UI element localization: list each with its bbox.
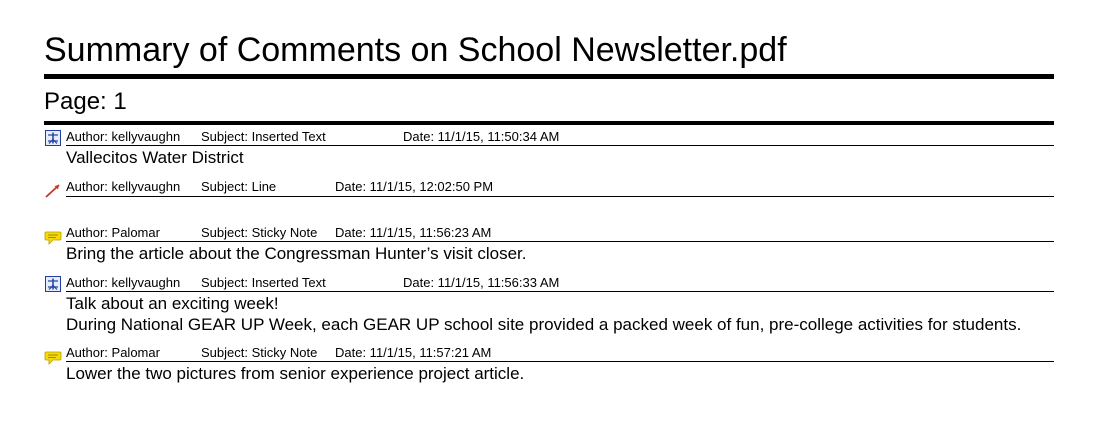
sticky-note-icon[interactable] <box>44 349 62 367</box>
comment-date: Date: 11/1/15, 11:57:21 AM <box>335 345 492 360</box>
comment-divider <box>66 196 1054 197</box>
comment-subject: Subject: Sticky Note <box>201 345 318 360</box>
sticky-note-icon[interactable] <box>44 229 62 247</box>
comment-text: During National GEAR UP Week, each GEAR UP school site provided a packed week of fun, pre-college activities for students. <box>66 315 1022 334</box>
page-title: Summary of Comments on School Newsletter.pdf <box>44 31 787 69</box>
comment-text: Talk about an exciting week! <box>66 294 279 313</box>
inserted-text-icon[interactable] <box>44 129 62 147</box>
comment-author: Author: kellyvaughn <box>66 275 181 290</box>
page-number-heading: Page: 1 <box>44 88 127 115</box>
line-annotation-icon[interactable] <box>44 181 62 199</box>
comment-divider <box>66 241 1054 242</box>
comment-date: Date: 11/1/15, 11:56:23 AM <box>335 225 492 240</box>
comment-author: Author: kellyvaughn <box>66 129 181 144</box>
inserted-text-icon[interactable] <box>44 275 62 293</box>
comment-date: Date: 11/1/15, 11:50:34 AM <box>403 129 560 144</box>
comment-subject: Subject: Inserted Text <box>201 275 326 290</box>
comment-date: Date: 11/1/15, 11:56:33 AM <box>403 275 560 290</box>
page-divider <box>44 121 1054 125</box>
comment-divider <box>66 291 1054 292</box>
comment-divider <box>66 145 1054 146</box>
title-divider <box>44 74 1054 79</box>
comment-divider <box>66 361 1054 362</box>
comment-author: Author: kellyvaughn <box>66 179 181 194</box>
comment-text: Bring the article about the Congressman Hunter’s visit closer. <box>66 244 527 263</box>
comment-author: Author: Palomar <box>66 345 160 360</box>
comment-subject: Subject: Line <box>201 179 277 194</box>
comment-subject: Subject: Inserted Text <box>201 129 326 144</box>
comment-subject: Subject: Sticky Note <box>201 225 318 240</box>
comment-text: Vallecitos Water District <box>66 148 244 167</box>
comment-text: Lower the two pictures from senior experience project article. <box>66 364 525 383</box>
comment-date: Date: 11/1/15, 12:02:50 PM <box>335 179 494 194</box>
comment-author: Author: Palomar <box>66 225 160 240</box>
